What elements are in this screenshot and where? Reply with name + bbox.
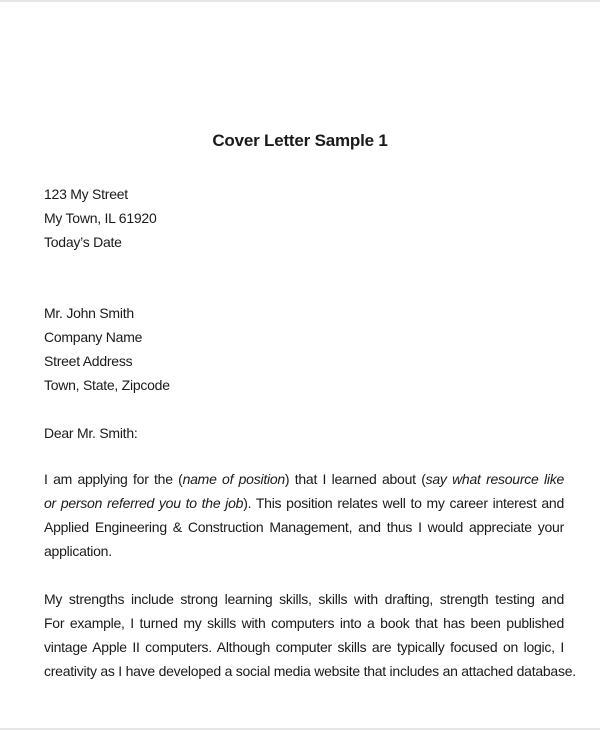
paragraph-line: vintage Apple II computers. Although computer skills are typically focused on logic, I: [44, 639, 564, 655]
salutation: [44, 421, 564, 445]
italic-placeholder: name of position: [182, 471, 285, 487]
text-run: ). This position relates well to my career interest and: [243, 495, 564, 511]
recipient-street: Street Address: [44, 353, 133, 369]
paragraph-application: [44, 467, 564, 563]
paragraph-line: [44, 467, 564, 491]
recipient-name: Mr. John Smith: [44, 305, 134, 321]
document-title: Cover Letter Sample 1: [212, 131, 388, 150]
paragraph-line: For example, I turned my skills with computers into a book that has been published: [44, 615, 564, 631]
paragraph-line: Applied Engineering & Construction Management, and thus I would appreciate your: [44, 519, 564, 535]
paragraph-line: [44, 491, 564, 515]
italic-placeholder: say what resource like: [425, 471, 564, 487]
text-run: I am applying for the (: [44, 471, 183, 487]
sender-street: 123 My Street: [44, 186, 128, 202]
italic-placeholder: or person referred you to the job: [44, 495, 244, 511]
paragraph-line: My strengths include strong learning skills, skills with drafting, strength testing and: [44, 591, 564, 607]
recipient-city: Town, State, Zipcode: [44, 377, 170, 393]
text-run: ) that I learned about (: [284, 471, 426, 487]
page-top-edge: [0, 0, 600, 2]
salutation-text: Dear Mr. Smith:: [44, 425, 138, 441]
sender-city: My Town, IL 61920: [44, 210, 157, 226]
sender-address: [44, 182, 564, 254]
paragraph-line: creativity as I have developed a social media website that includes an attached database.: [44, 663, 576, 679]
letter-date: Today’s Date: [44, 234, 122, 250]
paragraph-line: application.: [44, 543, 112, 559]
recipient-company: Company Name: [44, 329, 143, 345]
recipient-address: [44, 301, 564, 397]
paragraph-strengths: [44, 587, 576, 683]
